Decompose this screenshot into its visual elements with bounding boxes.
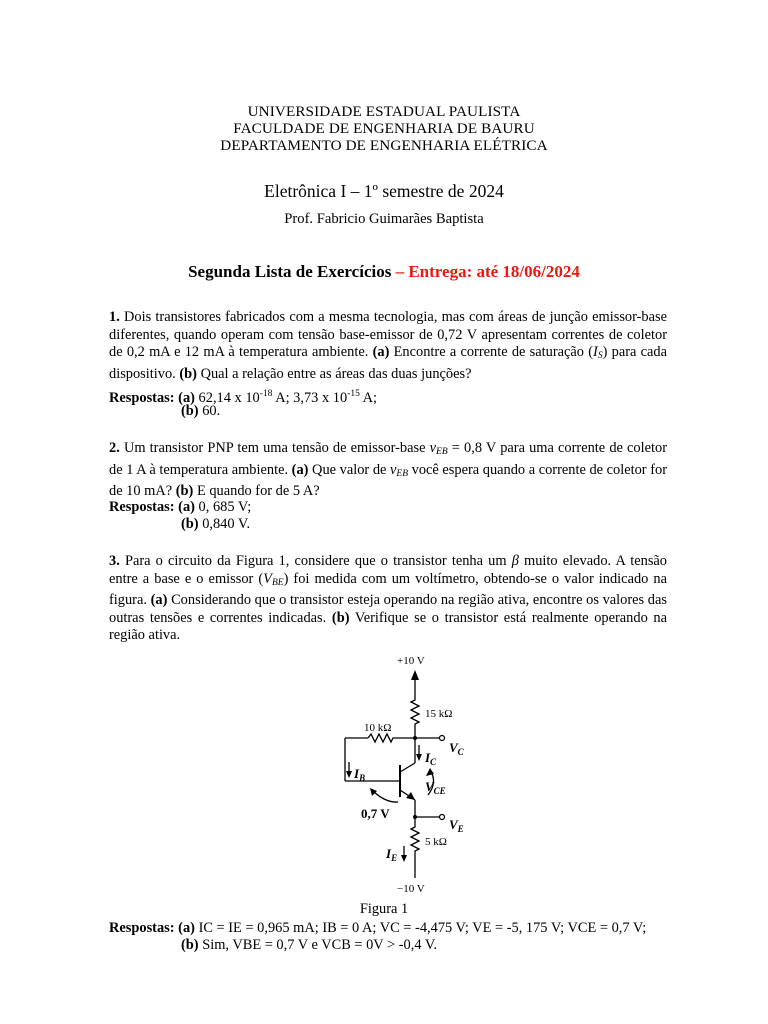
q2-ans-b-label: (b) — [181, 516, 199, 532]
q1-text-a: Dois transistores fabricados com a mesma tecnologia, mas com áreas de junção emissor-base diferentes, quando operam com tensão base-emissor de 0,72 V apresentam correntes de coletor de 0,2 mA e 12 mA à temperatura ambiente. — [109, 309, 667, 361]
list-deadline: Entrega: até 18/06/2024 — [408, 262, 580, 281]
q2-text-e: E quando for de 5 A? — [193, 483, 320, 500]
q1-text-b: Encontre a corrente de saturação ( — [389, 344, 594, 361]
q1-ans-a-exp1: -18 — [259, 389, 273, 399]
q2-part-a: (a) — [291, 461, 309, 478]
question-1 — [109, 309, 667, 383]
q3-vbe-var: V — [263, 570, 272, 587]
emitter-arrow-icon — [406, 792, 415, 800]
label-r-base: 10 kΩ — [364, 722, 392, 734]
q2-answers-label: Respostas: — [109, 499, 175, 515]
label-vce-sub: CE — [433, 786, 446, 796]
circuit-diagram — [330, 648, 470, 898]
q3-ans-b: Sim, VBE = 0,7 V e VCB = 0V > -0,4 V. — [202, 937, 437, 953]
q1-answers-label: Respostas: — [109, 390, 175, 406]
department-name: DEPARTAMENTO DE ENGENHARIA ELÉTRICA — [220, 137, 548, 154]
svg-text:VC — [449, 740, 465, 757]
svg-text:IB — [353, 766, 365, 783]
q1-part-b: (b) — [179, 365, 197, 382]
node-collector — [413, 736, 417, 740]
q1-is-var: I — [593, 344, 598, 361]
label-ic-sub: C — [430, 757, 437, 767]
q1-ans-b-label: (b) — [181, 403, 199, 419]
transistor-collector-lead — [400, 763, 415, 772]
label-ic: I — [425, 750, 431, 765]
q1-ans-a-2: A; 3,73 x 10 — [272, 390, 348, 406]
q2-veb-sub-2: EB — [396, 468, 409, 479]
q1-is-sub: S — [597, 351, 603, 362]
q3-text-e: Verifique se o transistor está realmente operando na região ativa. — [109, 609, 667, 644]
q1-part-a: (a) — [372, 344, 390, 361]
q2-veb-sub: EB — [436, 447, 448, 457]
svg-text:VE — [449, 817, 464, 834]
q2-answers-line-a — [109, 499, 251, 517]
q3-text-d: Considerando que o transistor esteja operando na região ativa, encontre os valores das outras tensões e correntes indicadas. — [109, 592, 667, 626]
figure-caption: Figura 1 — [359, 901, 409, 917]
label-r-bottom: 5 kΩ — [425, 836, 447, 848]
q1-answers-line-b — [181, 403, 220, 421]
label-vc-sub: C — [457, 747, 464, 757]
q2-text-d: você espera quando a corrente de coletor for de 10 mA? — [109, 461, 667, 500]
label-ib: I — [354, 766, 360, 781]
q1-text-d: Qual a relação entre as áreas das duas junções? — [196, 365, 472, 382]
q2-veb-var-2: v — [390, 461, 397, 478]
q3-answers-label: Respostas: — [109, 920, 175, 936]
q3-ans-b-label: (b) — [181, 937, 199, 953]
q2-number: 2. — [109, 440, 120, 456]
q2-text-b: = 0,8 V para uma corrente de coletor de 1 A à temperatura ambiente. — [109, 440, 667, 478]
label-vneg: −10 V — [397, 883, 425, 895]
q2-text-a: Um transistor PNP tem uma tensão de emissor-base — [119, 440, 430, 456]
q2-ans-a-label: (a) — [178, 499, 195, 515]
terminal-ve — [440, 815, 445, 820]
q3-text-a: Para o circuito da Figura 1, considere que o transistor tenha um — [119, 553, 512, 569]
q3-part-a: (a) — [150, 592, 168, 609]
q2-text-c: Que valor de — [308, 461, 391, 478]
university-name: UNIVERSIDADE ESTADUAL PAULISTA — [247, 103, 521, 120]
label-ib-sub: B — [359, 773, 366, 783]
label-ve-sub: E — [457, 824, 464, 834]
q3-vbe-sub: BE — [271, 577, 284, 588]
q3-text-b: muito elevado. A tensão entre a base e o emissor ( — [109, 553, 668, 587]
q3-answers-line-b — [181, 937, 437, 955]
resistor-10k — [368, 734, 415, 742]
label-vc: V — [449, 740, 458, 755]
q2-part-b: (b) — [175, 483, 194, 500]
svg-text:VCE — [425, 779, 446, 796]
label-ie: I — [386, 846, 392, 861]
node-emitter — [413, 815, 417, 819]
q2-ans-b: 0,840 V. — [198, 516, 251, 532]
q2-answers-line-b — [181, 516, 250, 534]
supply-arrow-icon — [411, 670, 419, 680]
q3-ans-a-label: (a) — [178, 920, 195, 936]
q1-number: 1. — [109, 309, 120, 325]
ib-arrow-icon — [346, 771, 352, 778]
q3-beta: β — [511, 553, 519, 569]
q1-ans-a-1: 62,14 x 10 — [194, 390, 260, 406]
svg-text:IE — [385, 846, 397, 863]
professor-name: Prof. Fabricio Guimarães Baptista — [284, 211, 484, 227]
question-3 — [109, 553, 667, 645]
question-2 — [109, 440, 667, 501]
q3-ans-a: IC = IE = 0,965 mA; IB = 0 A; VC = -4,475 V; VE = -5, 175 V; VCE = 0,7 V; — [198, 920, 647, 936]
list-title-dash: – — [391, 262, 409, 281]
q1-text-c: ) para cada dispositivo. — [109, 344, 667, 382]
faculty-name: FACULDADE DE ENGENHARIA DE BAURU — [233, 120, 535, 137]
vbe-arrow-icon — [370, 788, 377, 796]
q1-ans-a-label: (a) — [178, 390, 195, 406]
label-vpos: +10 V — [397, 655, 425, 667]
list-title — [0, 262, 768, 282]
label-ie-sub: E — [391, 853, 398, 863]
svg-text:IC — [424, 750, 437, 767]
terminal-vc — [440, 736, 445, 741]
resistor-5k — [411, 817, 419, 878]
q1-answers-line-a — [109, 386, 377, 408]
q3-answers-line-a — [109, 920, 646, 938]
label-r-top: 15 kΩ — [425, 708, 453, 720]
q2-veb-var: v — [429, 440, 437, 456]
label-ve: V — [449, 817, 458, 832]
resistor-15k — [411, 696, 419, 738]
ie-arrow-icon — [401, 855, 407, 862]
q3-text-c: ) foi medida com um voltímetro, obtendo-se o valor indicado na figura. — [109, 570, 667, 609]
q1-ans-a-exp2: -15 — [347, 389, 360, 399]
q3-part-b: (b) — [331, 609, 350, 626]
q2-ans-a: 0, 685 V; — [194, 499, 252, 515]
course-title: Eletrônica I – 1º semestre de 2024 — [264, 181, 504, 201]
q3-number: 3. — [109, 553, 120, 569]
ic-arrow-icon — [416, 754, 422, 761]
q1-ans-a-3: A; — [359, 390, 378, 406]
label-vce: V — [425, 779, 434, 794]
label-vbe-value: 0,7 V — [361, 806, 390, 821]
q1-ans-b: 60. — [198, 403, 221, 419]
list-title-main: Segunda Lista de Exercícios — [188, 262, 392, 281]
